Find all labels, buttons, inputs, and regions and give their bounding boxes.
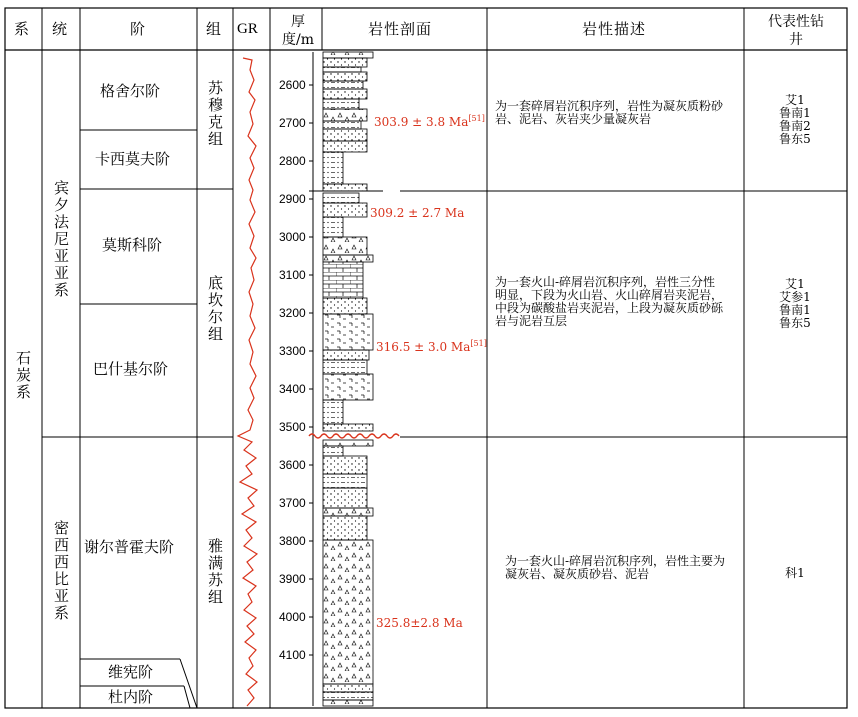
header-stage: 阶	[130, 20, 146, 38]
depth-tick: 3200	[279, 306, 306, 320]
header-thickness: 厚度/m	[282, 14, 314, 48]
depth-tick: 3700	[279, 496, 306, 510]
header-series: 统	[52, 20, 68, 38]
header-gr: GR	[237, 21, 258, 37]
wells-lower: 科1	[785, 566, 805, 580]
stage-bashkirian: 巴什基尔阶	[93, 360, 169, 378]
stage-tournaisian: 杜内阶	[108, 688, 154, 706]
group-sumuke: 苏穆克组	[206, 80, 224, 148]
age-label-1: 303.9 ± 3.8 Ma[51]	[374, 114, 485, 129]
depth-tick: 3400	[279, 382, 306, 396]
depth-tick: 2700	[279, 116, 306, 130]
system-label: 石炭系	[14, 350, 32, 401]
depth-tick: 2800	[279, 154, 306, 168]
header-description: 岩性描述	[582, 20, 647, 38]
lithology-description-lower: 为一套火山-碎屑岩沉积序列，岩性主要为凝灰岩、凝灰质砂岩、泥岩	[505, 554, 726, 581]
header-group: 组	[206, 20, 222, 38]
depth-tick: 2600	[279, 78, 306, 92]
gr-curve	[238, 58, 257, 706]
depth-tick: 3000	[279, 230, 306, 244]
depth-tick: 3600	[279, 458, 306, 472]
group-yamansu: 雅满苏组	[206, 538, 224, 606]
stage-visean: 维宪阶	[108, 663, 154, 681]
series-label-mississippian: 密西西比亚系	[52, 520, 70, 622]
header-wells: 代表性钻井	[768, 14, 824, 48]
group-dikan: 底坎尔组	[206, 275, 224, 343]
stage-gzhelian: 格舍尔阶	[100, 82, 161, 100]
stage-serpukhovian: 谢尔普霍夫阶	[84, 538, 175, 556]
header-system: 系	[14, 20, 30, 38]
wells-upper: 艾1 鲁南1 鲁南2 鲁东5	[779, 93, 811, 146]
unconformity-line	[309, 434, 399, 438]
depth-tick: 3300	[279, 344, 306, 358]
series-label-pennsylvanian: 宾夕法尼亚亚系	[52, 180, 70, 299]
wells-middle: 艾1 艾参1 鲁南1 鲁东5	[779, 277, 811, 330]
age-label-3: 316.5 ± 3.0 Ma[51]	[376, 339, 487, 354]
lithology-description-upper: 为一套碎屑岩沉积序列，岩性为凝灰质粉砂岩、泥岩、灰岩夹少量凝灰岩	[495, 99, 724, 126]
depth-tick: 3100	[279, 268, 306, 282]
stage-kasimovian: 卡西莫夫阶	[95, 150, 171, 168]
depth-tick: 3900	[279, 572, 306, 586]
lithology-description-middle: 为一套火山-碎屑岩沉积序列，岩性三分性明显，下段为火山岩、火山碎屑岩夹泥岩，中段为碳酸盐岩夹泥岩，上段为凝灰质砂砾岩与泥岩互层	[495, 275, 724, 328]
depth-tick: 3500	[279, 420, 306, 434]
depth-tick: 4100	[279, 648, 306, 662]
header-section: 岩性剖面	[368, 20, 433, 38]
depth-tick: 3800	[279, 534, 306, 548]
stage-moscovian: 莫斯科阶	[102, 236, 163, 254]
lithology-column	[323, 52, 373, 706]
depth-tick: 4000	[279, 610, 306, 624]
age-label-4: 325.8±2.8 Ma	[376, 616, 463, 630]
depth-tick: 2900	[279, 192, 306, 206]
age-label-2: 309.2 ± 2.7 Ma	[370, 206, 465, 220]
